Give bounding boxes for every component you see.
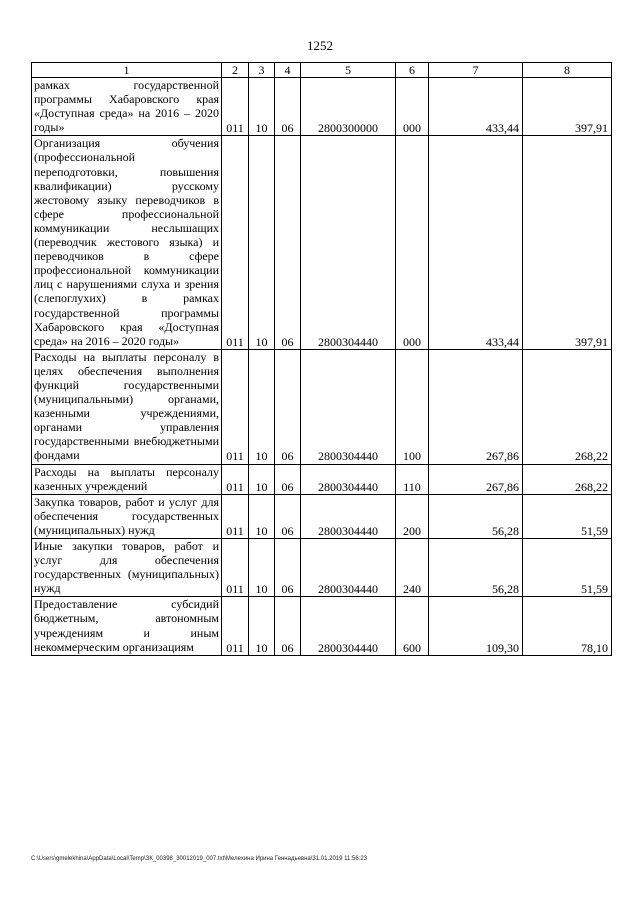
cell-amount-1: 56,28 (429, 494, 523, 538)
table-row (32, 464, 612, 494)
cell-target-article: 2800304440 (301, 494, 396, 538)
cell-amount-2: 268,22 (523, 349, 612, 464)
cell-expense-type: 240 (396, 539, 429, 597)
cell-section: 10 (249, 464, 275, 494)
cell-subsection: 06 (275, 464, 301, 494)
cell-target-article: 2800300000 (301, 78, 396, 136)
header-row (32, 63, 612, 78)
cell-amount-1: 56,28 (429, 539, 523, 597)
cell-expense-type: 100 (396, 349, 429, 464)
cell-amount-2: 51,59 (523, 494, 612, 538)
header-col-3: 3 (249, 63, 275, 78)
header-col-4: 4 (275, 63, 301, 78)
row-description: рамках государственной программы Хабаровского края «Доступная среда» на 2016 – 2020 годы» (32, 78, 222, 136)
cell-ministry-code: 011 (222, 494, 249, 538)
cell-ministry-code: 011 (222, 136, 249, 349)
row-description: Иные закупки товаров, работ и услуг для обеспечения государственных (муниципальных) нужд (32, 539, 222, 597)
cell-ministry-code: 011 (222, 539, 249, 597)
cell-amount-1: 109,30 (429, 597, 523, 655)
cell-subsection: 06 (275, 494, 301, 538)
cell-amount-2: 268,22 (523, 464, 612, 494)
table-row (32, 597, 612, 655)
cell-amount-2: 397,91 (523, 78, 612, 136)
cell-expense-type: 000 (396, 136, 429, 349)
row-description: Организация обучения (профессиональной переподготовки, повышения квалификации) русскому жестовому языку переводчиков в сфере профессиональной коммуникации неслышащих (переводчик жестового языка) и переводчиков в сфере профессиональной коммуникации лиц с нарушениями слуха и зрения (слепоглухих) в рамках государственной программы Хабаровского края «Доступная среда» на 2016 – 2020 годы» (32, 136, 222, 349)
cell-target-article: 2800304440 (301, 136, 396, 349)
row-description: Закупка товаров, работ и услуг для обеспечения государственных (муниципальных) нужд (32, 494, 222, 538)
cell-subsection: 06 (275, 349, 301, 464)
cell-amount-2: 78,10 (523, 597, 612, 655)
cell-subsection: 06 (275, 539, 301, 597)
header-col-5: 5 (301, 63, 396, 78)
cell-target-article: 2800304440 (301, 464, 396, 494)
cell-section: 10 (249, 136, 275, 349)
cell-amount-1: 267,86 (429, 349, 523, 464)
row-description: Расходы на выплаты персоналу казенных учреждений (32, 464, 222, 494)
cell-expense-type: 200 (396, 494, 429, 538)
cell-target-article: 2800304440 (301, 349, 396, 464)
cell-amount-2: 397,91 (523, 136, 612, 349)
header-col-8: 8 (523, 63, 612, 78)
cell-amount-1: 267,86 (429, 464, 523, 494)
cell-section: 10 (249, 494, 275, 538)
cell-expense-type: 600 (396, 597, 429, 655)
cell-ministry-code: 011 (222, 78, 249, 136)
cell-ministry-code: 011 (222, 464, 249, 494)
cell-subsection: 06 (275, 597, 301, 655)
row-description: Предоставление субсидий бюджетным, автономным учреждениям и иным некоммерческим организациям (32, 597, 222, 655)
table-row (32, 349, 612, 464)
cell-amount-1: 433,44 (429, 136, 523, 349)
cell-subsection: 06 (275, 136, 301, 349)
table-row (32, 539, 612, 597)
cell-amount-1: 433,44 (429, 78, 523, 136)
cell-amount-2: 51,59 (523, 539, 612, 597)
header-col-7: 7 (429, 63, 523, 78)
table-row (32, 494, 612, 538)
cell-ministry-code: 011 (222, 349, 249, 464)
cell-target-article: 2800304440 (301, 597, 396, 655)
file-path-footer: C:\Users\gmelekhina\AppData\Local\Temp\ЗК_00398_30012019_007.txt\Мелехина Ирина Геннадьевна\31.01.2019 11:56:23 (31, 856, 368, 862)
cell-ministry-code: 011 (222, 597, 249, 655)
row-description: Расходы на выплаты персоналу в целях обеспечения выполнения функций государственными (муниципальными) органами, казенными учреждениями, органами управления государственными внебюджетными фондами (32, 349, 222, 464)
header-col-2: 2 (222, 63, 249, 78)
cell-target-article: 2800304440 (301, 539, 396, 597)
cell-expense-type: 110 (396, 464, 429, 494)
header-col-1: 1 (32, 63, 222, 78)
cell-section: 10 (249, 539, 275, 597)
table-row (32, 78, 612, 136)
header-col-6: 6 (396, 63, 429, 78)
cell-section: 10 (249, 597, 275, 655)
cell-section: 10 (249, 349, 275, 464)
cell-subsection: 06 (275, 78, 301, 136)
budget-table (31, 62, 612, 656)
page-number: 1252 (307, 38, 333, 53)
table-row (32, 136, 612, 349)
cell-section: 10 (249, 78, 275, 136)
cell-expense-type: 000 (396, 78, 429, 136)
